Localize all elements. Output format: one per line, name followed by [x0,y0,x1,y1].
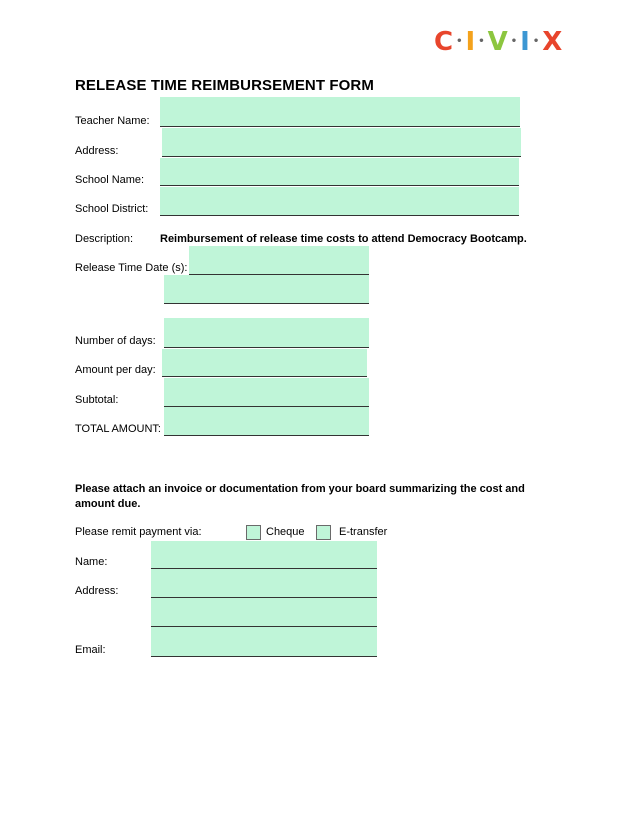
school-district-field[interactable] [160,187,519,216]
release-date-field-2[interactable] [164,275,369,304]
release-date-label: Release Time Date (s): [75,262,188,274]
logo-dot: • [478,36,485,47]
amount-per-day-field[interactable] [162,349,367,377]
etransfer-checkbox[interactable] [316,525,331,540]
subtotal-label: Subtotal: [75,394,119,406]
school-name-label: School Name: [75,174,145,186]
cheque-label: Cheque [266,526,305,538]
address-field[interactable] [162,128,521,157]
civix-logo [434,28,562,56]
cheque-checkbox[interactable] [246,525,261,540]
teacher-name-field[interactable] [160,97,520,127]
remit-name-label: Name: [75,556,108,568]
logo-letter-i: I [465,27,476,57]
form-title: RELEASE TIME REIMBURSEMENT FORM [75,77,374,94]
logo-dot: • [510,36,518,47]
description-value: Reimbursement of release time costs to attend Democracy Bootcamp. [160,233,527,245]
total-amount-field[interactable] [164,407,369,436]
etransfer-label: E-transfer [339,526,388,538]
school-name-field[interactable] [160,158,519,186]
remit-payment-label: Please remit payment via: [75,526,202,538]
school-district-label: School District: [75,203,149,215]
subtotal-field[interactable] [164,378,369,407]
logo-dot: • [532,36,540,47]
num-days-field[interactable] [164,318,369,348]
release-date-field-1[interactable] [189,246,369,275]
attach-invoice-note: Please attach an invoice or documentation from your board summarizing the cost and amount due. [75,483,525,510]
remit-address-label: Address: [75,585,119,597]
description-label: Description: [75,233,134,245]
address-label: Address: [75,145,119,157]
num-days-label: Number of days: [75,335,156,347]
remit-email-label: Email: [75,644,106,656]
logo-letter-c: C [434,27,454,57]
remit-email-field[interactable] [151,627,377,657]
logo-dot: • [456,36,463,47]
logo-letter-i-2: I [520,27,530,57]
teacher-name-label: Teacher Name: [75,115,150,127]
remit-address-field-1[interactable] [151,569,377,598]
logo-letter-x: X [542,27,563,57]
logo-letter-v: V [487,27,508,57]
amount-per-day-label: Amount per day: [75,364,156,376]
total-amount-label: TOTAL AMOUNT: [75,423,161,435]
remit-name-field[interactable] [151,541,377,569]
remit-address-field-2[interactable] [151,598,377,627]
